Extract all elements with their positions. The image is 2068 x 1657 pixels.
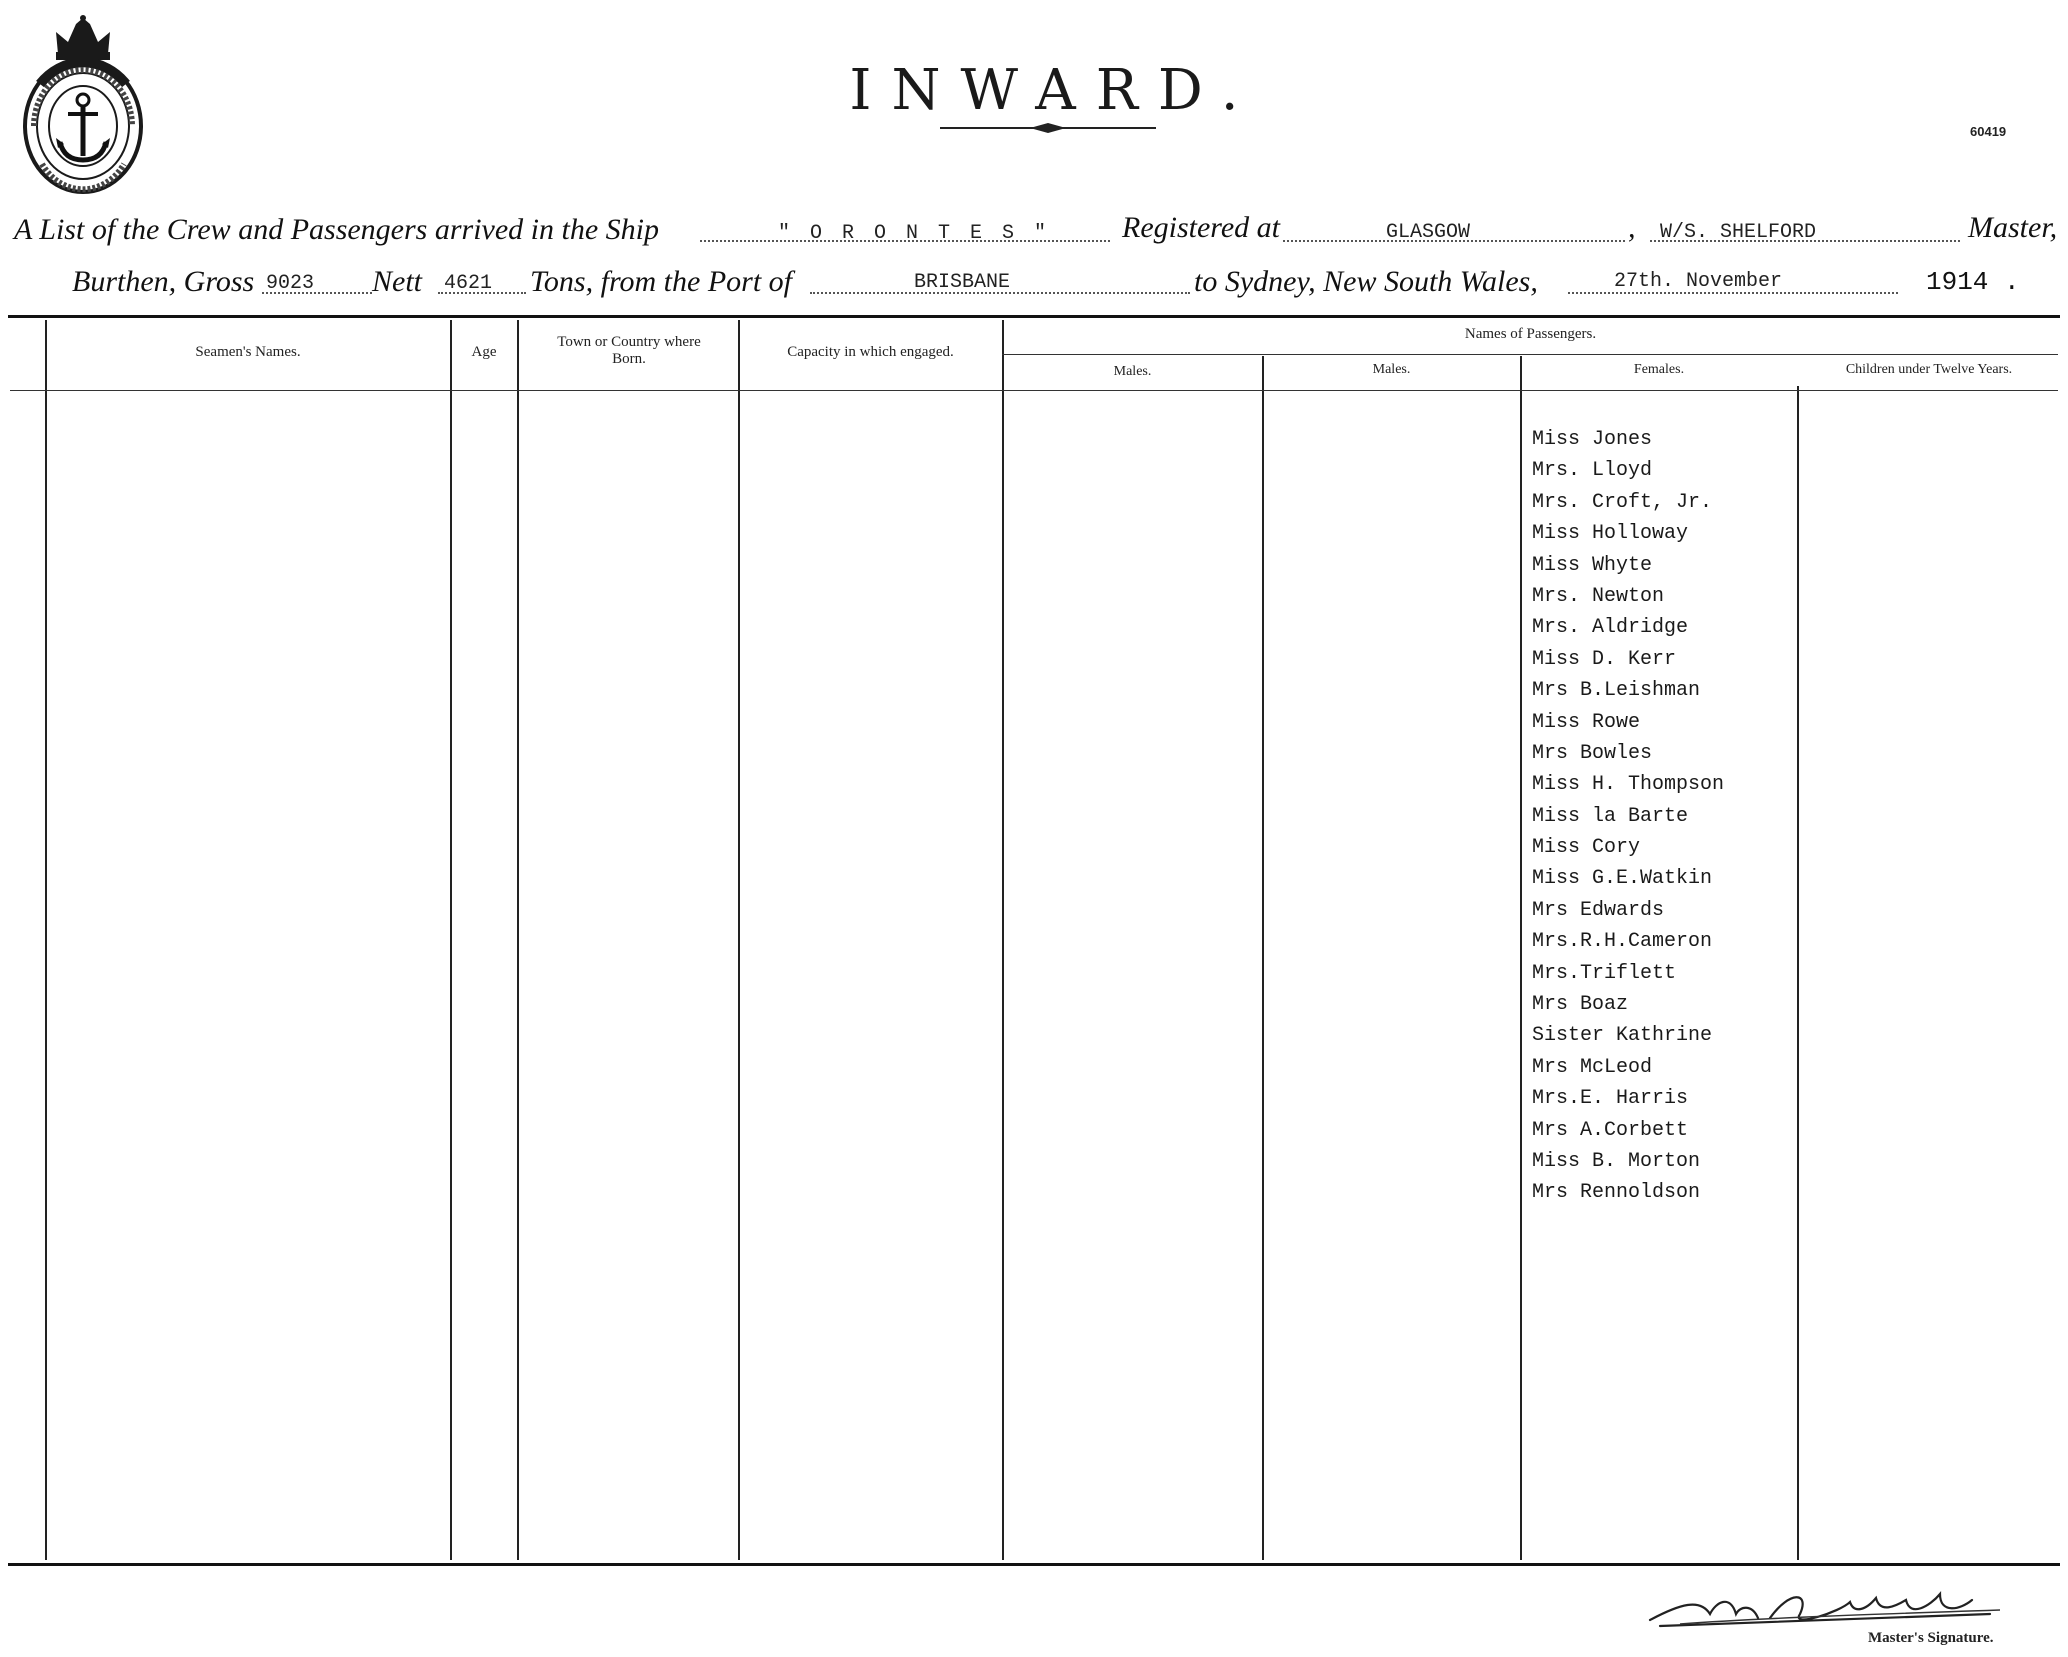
ship-name-value: " O R O N T E S "	[778, 222, 1051, 245]
registry-port-value: GLASGOW	[1386, 221, 1471, 244]
female-passenger-entry: Mrs A.Corbett	[1532, 1118, 1689, 1142]
header-comma: ,	[1628, 211, 1636, 244]
title-ornament-rule	[940, 122, 1156, 134]
master-name-value: W/S. SHELFORD	[1660, 221, 1817, 244]
col-header-males-2: Males.	[1372, 362, 1411, 377]
female-passenger-entry: Mrs. Lloyd	[1532, 459, 1653, 483]
female-passenger-entry: Miss D. Kerr	[1532, 647, 1677, 671]
col-header-names-of-passengers: Names of Passengers.	[1464, 326, 1597, 342]
col-header-males: Males.	[1113, 364, 1152, 379]
column-divider	[1262, 356, 1264, 1560]
females-list	[1532, 424, 1792, 1209]
female-passenger-entry: Miss Rowe	[1532, 710, 1641, 734]
female-passenger-entry: Mrs Bowles	[1532, 741, 1653, 765]
female-passenger-entry: Mrs Boaz	[1532, 993, 1629, 1017]
female-passenger-entry: Mrs McLeod	[1532, 1055, 1653, 1079]
col-header-age: Age	[471, 344, 497, 360]
female-passenger-entry: Mrs. Croft, Jr.	[1532, 490, 1713, 514]
column-divider	[1520, 356, 1522, 1560]
document-title: INWARD.	[849, 58, 1259, 123]
col-header-town-born: Town or Country where Born.	[557, 334, 701, 367]
female-passenger-entry: Miss Whyte	[1532, 553, 1653, 577]
col-header-capacity: Capacity in which engaged.	[787, 344, 954, 360]
from-port-value: BRISBANE	[914, 271, 1011, 294]
female-passenger-entry: Sister Kathrine	[1532, 1024, 1713, 1048]
female-passenger-entry: Mrs Edwards	[1532, 898, 1665, 922]
female-passenger-entry: Miss Cory	[1532, 836, 1641, 860]
column-header-rule	[10, 390, 2058, 391]
nett-tonnage-value: 4621	[444, 272, 493, 295]
female-passenger-entry: Miss G.E.Watkin	[1532, 867, 1713, 891]
female-passenger-entry: Mrs.Triflett	[1532, 961, 1677, 985]
year-value: 1914 .	[1926, 267, 2020, 297]
female-passenger-entry: Mrs.E. Harris	[1532, 1087, 1689, 1111]
female-passenger-entry: Miss B. Morton	[1532, 1149, 1701, 1173]
col-header-children: Children under Twelve Years.	[1845, 362, 2013, 377]
column-divider	[738, 320, 740, 1560]
female-passenger-entry: Miss Jones	[1532, 428, 1653, 451]
master-signature	[1640, 1584, 2020, 1632]
female-passenger-entry: Mrs Rennoldson	[1532, 1181, 1701, 1205]
master-label: Master,	[1968, 211, 2058, 244]
form-number: 60419	[1970, 124, 2007, 139]
female-passenger-entry: Mrs. Newton	[1532, 584, 1665, 608]
signature-caption: Master's Signature.	[1868, 1630, 1994, 1646]
col-header-females: Females.	[1633, 362, 1685, 377]
burthen-gross-label: Burthen, Gross	[72, 265, 255, 298]
column-divider	[1002, 320, 1004, 1560]
registered-at-label: Registered at	[1122, 211, 1281, 244]
column-divider	[1797, 386, 1799, 1560]
female-passenger-entry: Mrs B.Leishman	[1532, 679, 1701, 703]
tons-from-port-label: Tons, from the Port of	[530, 265, 792, 298]
female-passenger-entry: Mrs.R.H.Cameron	[1532, 930, 1713, 954]
table-top-rule	[8, 315, 2060, 318]
female-passenger-entry: Miss la Barte	[1532, 804, 1689, 828]
nett-label: Nett	[372, 265, 422, 298]
column-divider	[517, 320, 519, 1560]
column-divider	[45, 320, 47, 1560]
destination-label: to Sydney, New South Wales,	[1194, 265, 1538, 298]
col-header-seamens-names: Seamen's Names.	[195, 344, 301, 360]
table-bottom-rule	[8, 1563, 2060, 1566]
female-passenger-entry: Miss Holloway	[1532, 522, 1689, 546]
column-divider	[450, 320, 452, 1560]
header-line-prefix: A List of the Crew and Passengers arrived in the Ship	[14, 213, 659, 246]
female-passenger-entry: Miss H. Thompson	[1532, 773, 1725, 797]
gross-tonnage-value: 9023	[266, 272, 315, 295]
arrival-date-value: 27th. November	[1614, 270, 1783, 293]
passengers-group-rule	[1002, 354, 2058, 355]
female-passenger-entry: Mrs. Aldridge	[1532, 616, 1689, 640]
